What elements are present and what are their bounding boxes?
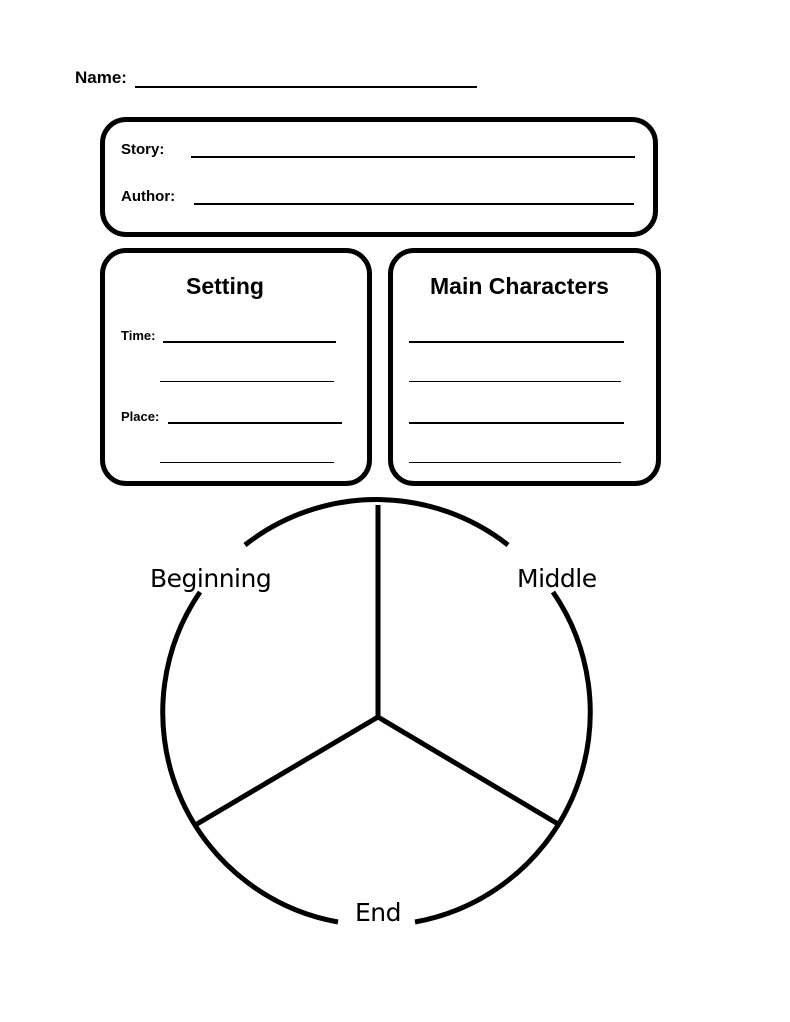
middle-label: Middle — [517, 564, 597, 593]
wheel-divider-right — [378, 717, 558, 824]
time-label: Time: — [121, 328, 156, 343]
wheel-divider-left — [197, 717, 378, 824]
story-label: Story: — [121, 141, 165, 158]
place-label: Place: — [121, 409, 160, 424]
name-label: Name: — [75, 68, 127, 87]
main-characters-title: Main Characters — [430, 273, 609, 299]
end-label: End — [355, 898, 402, 927]
beginning-label: Beginning — [150, 564, 272, 593]
author-label: Author: — [121, 188, 176, 205]
setting-title: Setting — [186, 273, 264, 299]
